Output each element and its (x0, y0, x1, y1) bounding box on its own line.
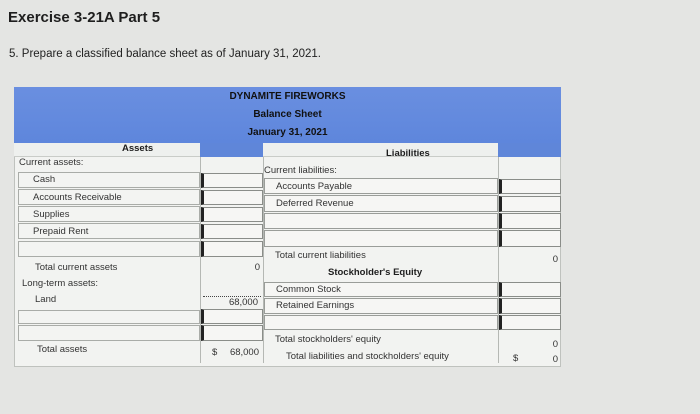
equity-heading: Stockholder's Equity (328, 267, 423, 278)
total-current-assets-label: Total current assets (35, 262, 118, 273)
supplies-amount-input[interactable] (201, 207, 263, 222)
total-current-assets-value: 0 (254, 262, 260, 273)
total-assets-currency: $ (212, 347, 218, 358)
liability-item-deferred-revenue: Deferred Revenue (276, 198, 354, 209)
liability-item-accounts-payable: Accounts Payable (276, 181, 353, 192)
total-current-liabilities-label: Total current liabilities (275, 250, 366, 261)
current-assets-label: Current assets: (19, 157, 84, 168)
assets-heading: Assets (122, 143, 154, 154)
total-current-liabilities-value: 0 (552, 254, 558, 265)
land-amount-input[interactable]: 68,000 (203, 296, 261, 310)
liabilities-heading: Liabilities (386, 148, 430, 159)
asset-item-supplies: Supplies (33, 209, 70, 220)
amount-col-header (200, 143, 263, 157)
asset-item-accounts-receivable: Accounts Receivable (33, 192, 122, 203)
equity-item-common-stock: Common Stock (276, 284, 341, 295)
blank-asset-amount-input[interactable] (201, 241, 263, 257)
asset-row-blank[interactable] (18, 310, 200, 324)
company-name: DYNAMITE FIREWORKS (229, 91, 346, 102)
total-equity-value: 0 (552, 339, 558, 350)
accounts-payable-amount-input[interactable] (499, 179, 561, 194)
blank-equity-amount-input[interactable] (499, 315, 561, 330)
asset-item-prepaid-rent: Prepaid Rent (33, 226, 89, 237)
asset-row-blank[interactable] (18, 325, 200, 341)
current-liabilities-label: Current liabilities: (264, 165, 337, 176)
column-header-row (14, 143, 561, 157)
blank-liability-amount-input-2[interactable] (499, 230, 561, 247)
total-liabilities-equity-label: Total liabilities and stockholders' equity (286, 351, 449, 362)
deferred-revenue-amount-input[interactable] (499, 196, 561, 212)
total-assets-value: 68,000 (229, 347, 259, 358)
longterm-assets-label: Long-term assets: (22, 278, 99, 289)
prepaid-rent-amount-input[interactable] (201, 224, 263, 239)
statement-header (14, 87, 561, 143)
blank-liability-amount-input[interactable] (499, 213, 561, 229)
total-liabilities-equity-value: 0 (552, 354, 558, 365)
amount-col-header-right (498, 143, 561, 157)
total-equity-label: Total stockholders' equity (275, 334, 381, 345)
common-stock-amount-input[interactable] (499, 282, 561, 297)
cash-amount-input[interactable] (201, 173, 263, 188)
statement-date: January 31, 2021 (247, 127, 328, 138)
grand-total-currency: $ (513, 353, 519, 364)
blank-longterm-amount-input[interactable] (201, 309, 263, 324)
equity-item-retained-earnings: Retained Earnings (276, 300, 355, 311)
page-title: Exercise 3-21A Part 5 (8, 9, 161, 26)
statement-name: Balance Sheet (253, 109, 322, 120)
blank-longterm-amount-input-2[interactable] (201, 325, 263, 341)
asset-item-cash: Cash (33, 174, 56, 185)
accounts-receivable-amount-input[interactable] (201, 190, 263, 205)
instruction-text: 5. Prepare a classified balance sheet as of January 31, 2021. (9, 48, 321, 60)
asset-item-land: Land (35, 294, 57, 305)
liability-row-blank[interactable] (264, 213, 498, 229)
equity-row-blank[interactable] (264, 315, 498, 330)
retained-earnings-amount-input[interactable] (499, 298, 561, 314)
asset-row-blank[interactable] (18, 241, 200, 257)
total-assets-label: Total assets (37, 344, 88, 355)
liability-row-blank[interactable] (264, 230, 498, 247)
